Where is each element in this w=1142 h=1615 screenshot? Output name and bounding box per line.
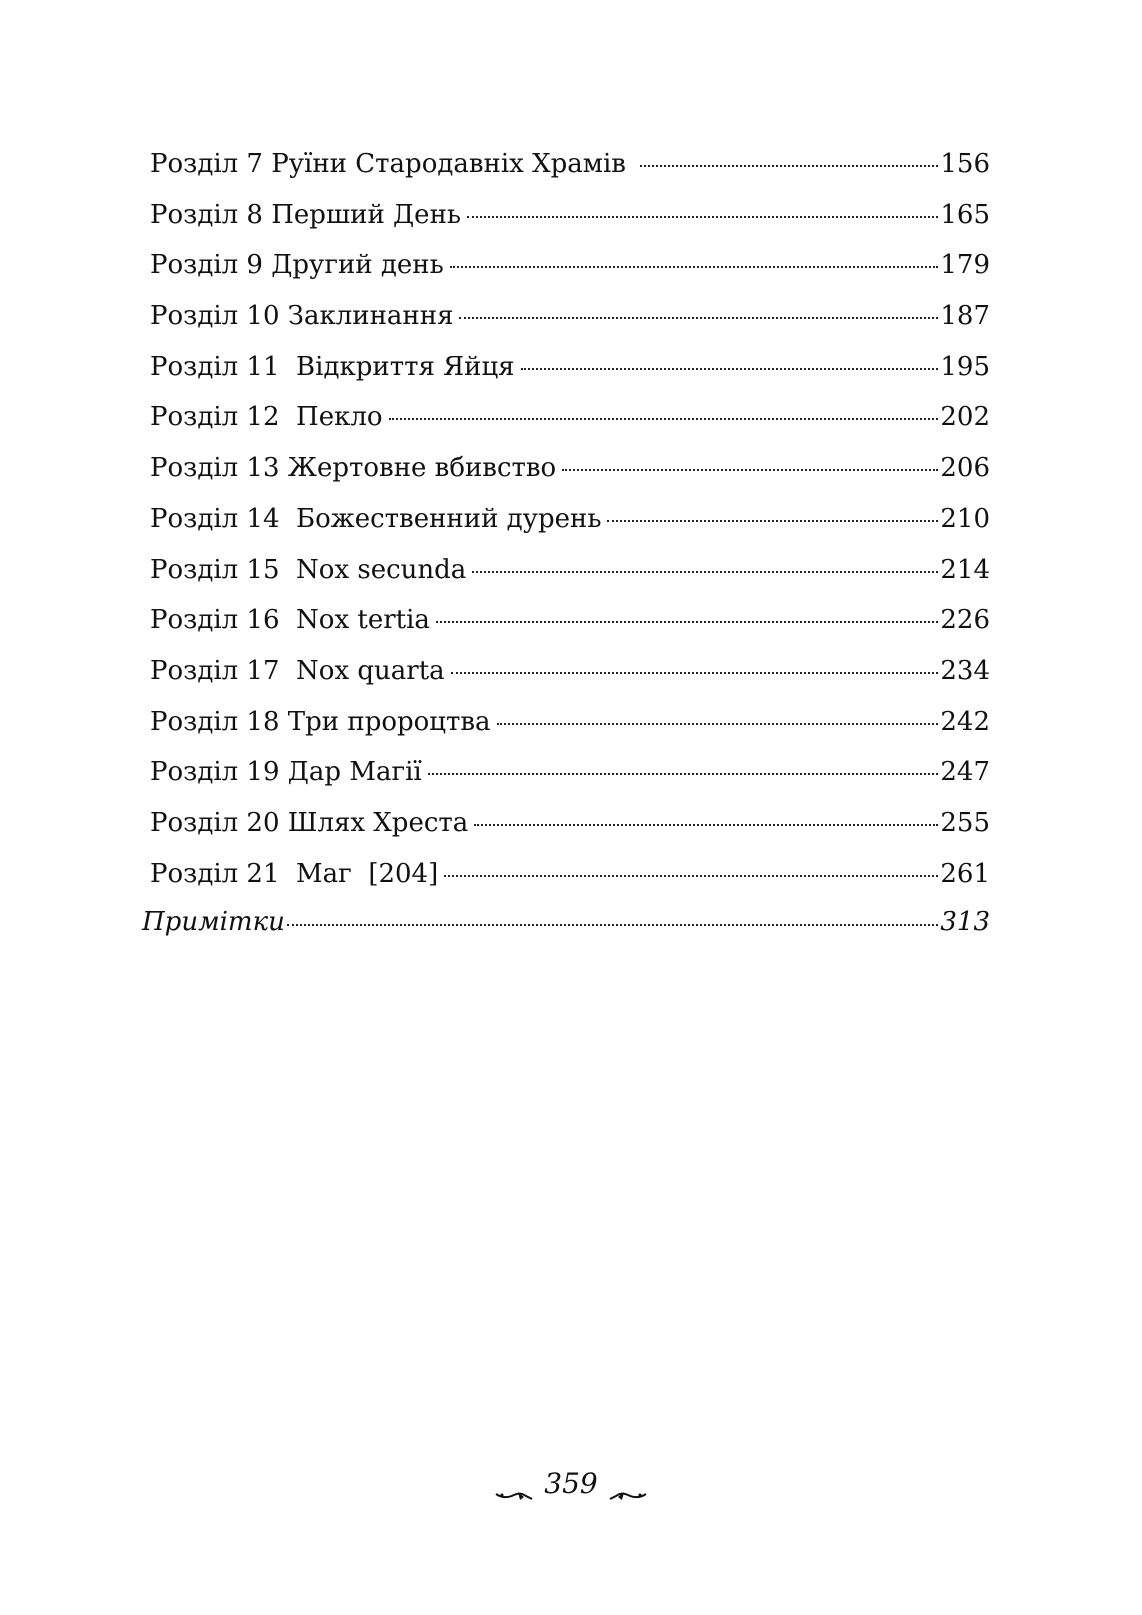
toc-entry-title: Розділ 17 Nox quarta <box>150 655 445 686</box>
dot-leader <box>474 824 938 826</box>
toc-entry[interactable] <box>150 400 990 451</box>
toc-entry-page: 156 <box>940 149 990 179</box>
toc-entry-title: Розділ 7 Руїни Стародавніх Храмів <box>150 149 635 179</box>
toc-entry-page: 247 <box>940 757 990 788</box>
dot-leader <box>472 571 938 573</box>
toc-entry-notes[interactable] <box>142 907 990 947</box>
toc-entry-title: Розділ 8 Перший День <box>150 199 462 230</box>
toc-entry[interactable] <box>150 451 990 502</box>
toc-entry[interactable] <box>150 147 990 198</box>
toc-entry-page: 202 <box>940 402 990 433</box>
dot-leader <box>389 418 939 420</box>
toc-entry[interactable] <box>150 654 990 705</box>
toc-entry-page: 214 <box>940 554 990 585</box>
toc-entry[interactable] <box>150 350 990 401</box>
dot-leader <box>497 723 939 725</box>
toc-entry[interactable] <box>150 755 990 806</box>
dot-leader <box>436 621 938 623</box>
toc-entry[interactable] <box>150 705 990 756</box>
toc-entry-title: Розділ 14 Божественний дурень <box>150 503 602 534</box>
toc-entry-title: Розділ 16 Nox tertia <box>150 605 430 636</box>
toc-entry-page: 210 <box>940 503 990 534</box>
toc-entry[interactable] <box>150 553 990 604</box>
dot-leader <box>287 924 938 926</box>
toc-entry[interactable] <box>150 198 990 249</box>
toc-entry-title: Розділ 13 Жертовне вбивство <box>150 453 557 484</box>
toc-entry-title: Розділ 12 Пекло <box>150 402 383 433</box>
dot-leader <box>640 165 938 167</box>
toc-entry[interactable] <box>150 857 990 908</box>
toc-entry-title: Розділ 20 Шлях Хреста <box>150 807 469 838</box>
toc-entry-title: Розділ 15 Nox secunda <box>150 554 467 585</box>
flourish-left-icon <box>494 1476 534 1490</box>
toc-entry-page: 187 <box>940 301 990 332</box>
toc-entry[interactable] <box>150 603 990 654</box>
table-of-contents <box>142 147 990 947</box>
dot-leader <box>562 469 938 471</box>
dot-leader <box>450 266 939 268</box>
toc-entry-title: Розділ 19 Дар Магії <box>150 757 422 788</box>
toc-entry-page: 234 <box>940 655 990 686</box>
dot-leader <box>607 520 938 522</box>
toc-entry-page: 255 <box>940 807 990 838</box>
dot-leader <box>444 875 938 877</box>
toc-entry[interactable] <box>150 248 990 299</box>
toc-entry[interactable] <box>150 299 990 350</box>
toc-entry-page: 261 <box>940 858 990 889</box>
toc-entry[interactable] <box>150 806 990 857</box>
toc-entry-title: Розділ 18 Три пророцтва <box>150 706 491 737</box>
page-footer <box>0 1466 1142 1502</box>
toc-entry-page: 165 <box>940 199 990 230</box>
flourish-right-icon <box>608 1476 648 1490</box>
page-number: 359 <box>544 1467 598 1500</box>
toc-entry-title: Розділ 21 Маг [204] <box>150 858 439 889</box>
dot-leader <box>459 317 938 319</box>
toc-entry-page: 179 <box>940 250 990 281</box>
toc-entry-page: 242 <box>940 706 990 737</box>
toc-entry-title: Розділ 10 Заклинання <box>150 301 454 332</box>
toc-entry-title: Примітки <box>142 907 285 938</box>
toc-entry-page: 195 <box>940 351 990 382</box>
toc-entry-page: 226 <box>940 605 990 636</box>
dot-leader <box>428 773 939 775</box>
toc-entry-page: 313 <box>940 907 990 938</box>
dot-leader <box>467 216 938 218</box>
toc-entry-page: 206 <box>940 453 990 484</box>
toc-entry-title: Розділ 11 Відкриття Яйця <box>150 351 515 382</box>
dot-leader <box>451 672 939 674</box>
dot-leader <box>521 368 939 370</box>
toc-entry-title: Розділ 9 Другий день <box>150 250 444 281</box>
toc-entry[interactable] <box>150 502 990 553</box>
